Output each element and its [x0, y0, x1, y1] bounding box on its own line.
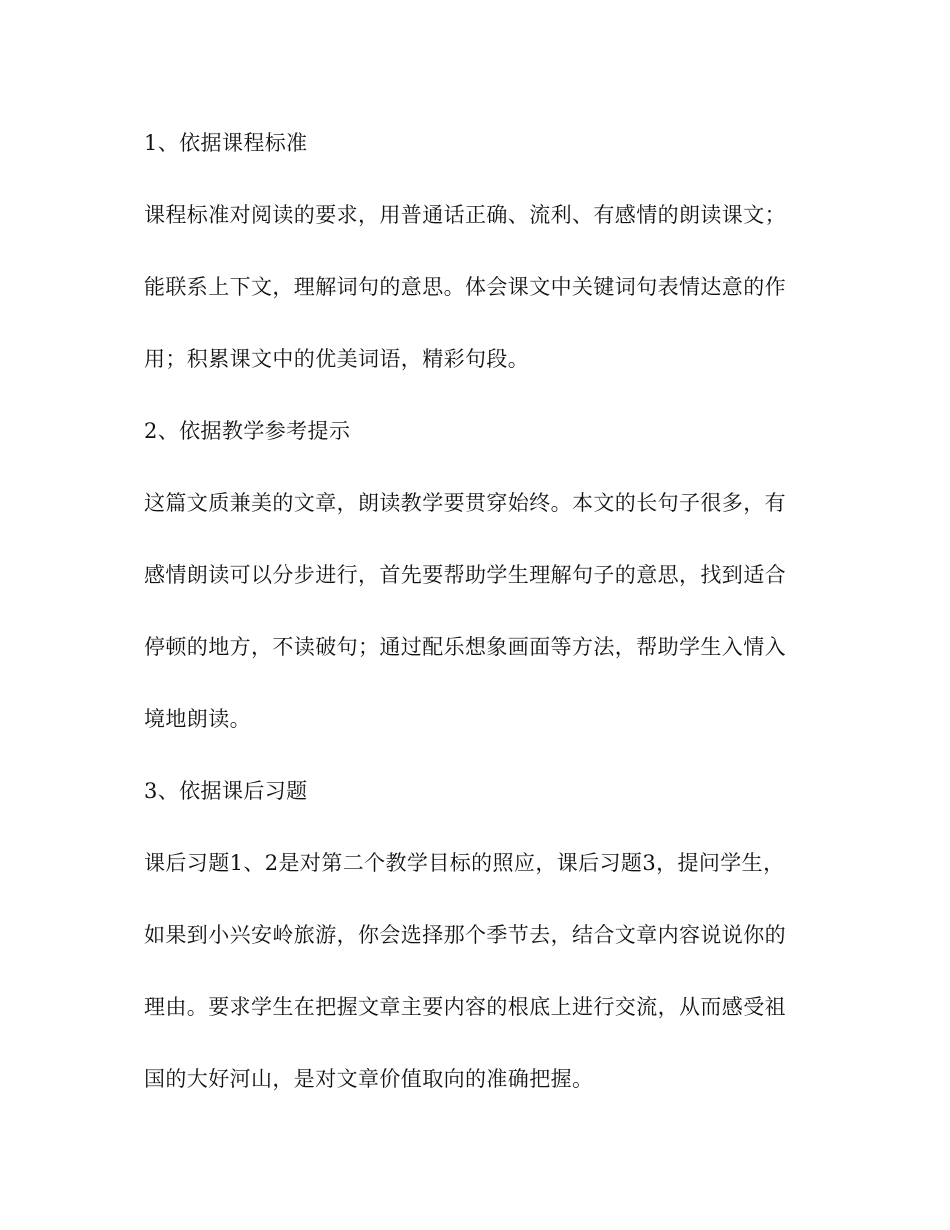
heading-after-class-exercises: 3、依据课后习题	[144, 779, 308, 803]
paragraph-line: 感情朗读可以分步进行，首先要帮助学生理解句子的意思，找到适合	[144, 563, 786, 587]
paragraph-line: 这篇文质兼美的文章，朗读教学要贯穿始终。本文的长句子很多，有	[144, 491, 786, 515]
paragraph-line: 理由。要求学生在把握文章主要内容的根底上进行交流，从而感受祖	[144, 995, 786, 1019]
paragraph-line: 国的大好河山，是对文章价值取向的准确把握。	[144, 1067, 594, 1091]
heading-curriculum-standard: 1、依据课程标准	[144, 131, 308, 155]
paragraph-line: 如果到小兴安岭旅游，你会选择那个季节去，结合文章内容说说你的	[144, 923, 786, 947]
heading-teaching-reference: 2、依据教学参考提示	[144, 419, 351, 443]
paragraph-line: 课程标准对阅读的要求，用普通话正确、流利、有感情的朗读课文；	[144, 203, 786, 227]
paragraph-line: 用；积累课文中的优美词语，精彩句段。	[144, 347, 530, 371]
paragraph-line: 境地朗读。	[144, 707, 251, 731]
paragraph-line: 课后习题1、2是对第二个教学目标的照应，课后习题3，提问学生，	[144, 851, 785, 875]
paragraph-line: 能联系上下文，理解词句的意思。体会课文中关键词句表情达意的作	[144, 275, 786, 299]
paragraph-line: 停顿的地方，不读破句；通过配乐想象画面等方法，帮助学生入情入	[144, 635, 786, 659]
